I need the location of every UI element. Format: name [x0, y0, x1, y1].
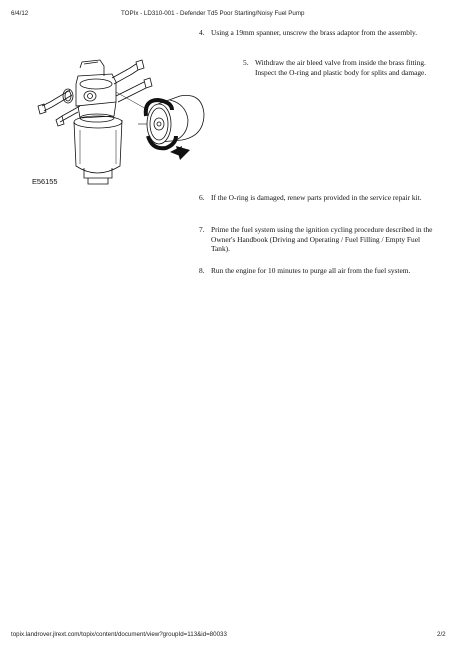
- step-8-number: 8.: [199, 266, 205, 275]
- step-5-text: Withdraw the air bleed valve from inside the brass fitting. Inspect the O-ring and plastic body for splits and damage.: [255, 58, 427, 77]
- figure-label: E56155: [32, 177, 58, 186]
- step-6: [199, 193, 439, 215]
- step-4: [199, 28, 424, 50]
- header-title: TOPIx - LD310-001 - Defender Td5 Poor Starting/Noisy Fuel Pump: [121, 10, 305, 17]
- step-4-number: 4.: [199, 28, 205, 37]
- step-7: [199, 225, 439, 257]
- footer-page-number: 2/2: [437, 631, 446, 638]
- step-7-text: Prime the fuel system using the ignition cycling procedure described in the Owner's Handbook (Driving and Operating / Fuel Filling / Empty Fuel Tank).: [211, 225, 433, 254]
- footer-url: topix.landrover.jlrext.com/topix/content/document/view?groupId=113&id=80033: [11, 631, 227, 638]
- step-8: [199, 266, 444, 278]
- step-6-number: 6.: [199, 193, 205, 202]
- step-5: [243, 58, 433, 90]
- fuel-filter-illustration: [20, 40, 225, 195]
- step-8-text: Run the engine for 10 minutes to purge all air from the fuel system.: [211, 266, 411, 275]
- step-6-text: If the O-ring is damaged, renew parts provided in the service repair kit.: [211, 193, 422, 202]
- header-date: 6/4/12: [11, 10, 29, 17]
- step-4-text: Using a 19mm spanner, unscrew the brass adaptor from the assembly.: [211, 28, 418, 37]
- step-7-number: 7.: [199, 225, 205, 234]
- step-5-number: 5.: [243, 58, 249, 67]
